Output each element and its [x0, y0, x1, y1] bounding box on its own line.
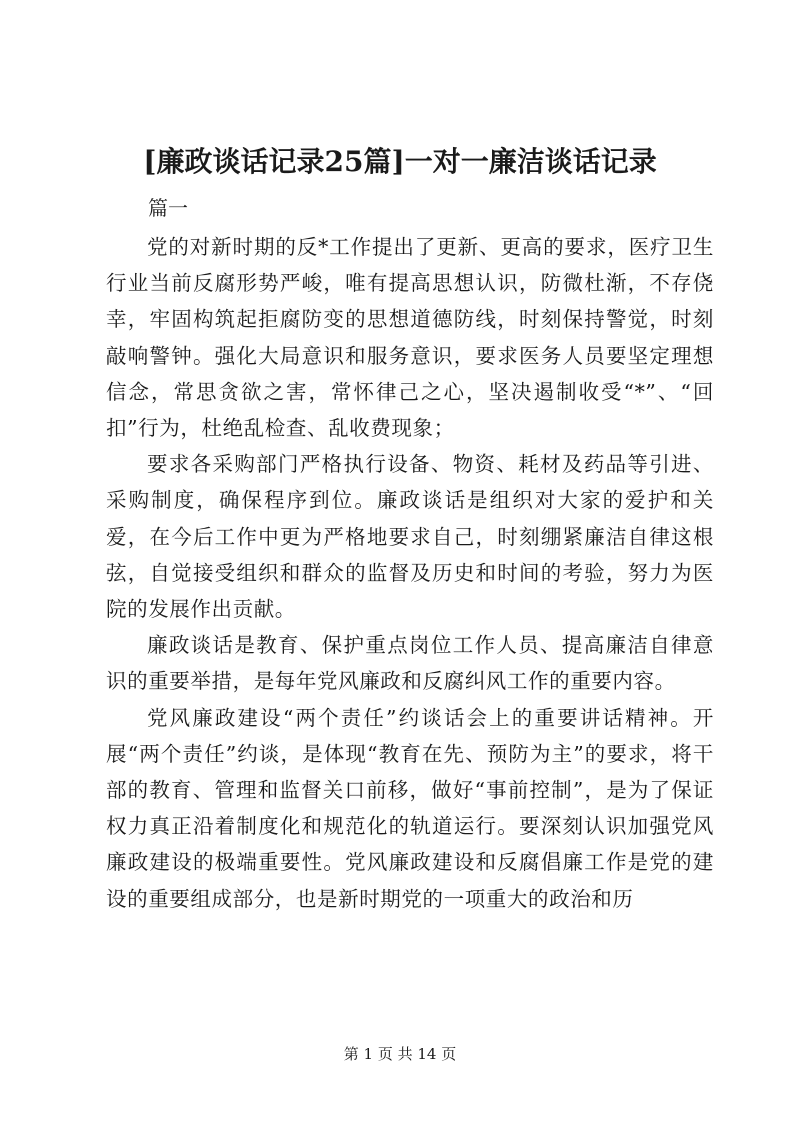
section-label: 篇一 — [148, 196, 188, 220]
paragraph: 廉政谈话是教育、保护重点岗位工作人员、提高廉洁自律意识的重要举措，是每年党风廉政和反腐纠风工作的重要内容。 — [106, 633, 714, 694]
paragraph: 党的对新时期的反*工作提出了更新、更高的要求，医疗卫生行业当前反腐形势严峻，唯有提高思想认识，防微杜渐，不存侥幸，牢固构筑起拒腐防变的思想道德防线，时刻保持警觉，时刻敲响警钟。强化大局意识和服务意识，要求医务人员要坚定理想信念，常思贪欲之害，常怀律己之心，坚决遏制收受“*”、“回扣”行为，杜绝乱检查、乱收费现象； — [106, 235, 714, 441]
paragraph: 要求各采购部门严格执行设备、物资、耗材及药品等引进、采购制度，确保程序到位。廉政谈话是组织对大家的爱护和关爱，在今后工作中更为严格地要求自己，时刻绷紧廉洁自律这根弦，自觉接受组织和群众的监督及历史和时间的考验，努力为医院的发展作出贡献。 — [106, 452, 714, 622]
document-body — [106, 229, 714, 917]
document-title: [廉政谈话记录25篇]一对一廉洁谈话记录 — [143, 145, 657, 178]
paragraph: 党风廉政建设“两个责任”约谈话会上的重要讲话精神。开展“两个责任”约谈，是体现“教育在先、预防为主”的要求，将干部的教育、管理和监督关口前移，做好“事前控制”，是为了保证权力真正沿着制度化和规范化的轨道运行。要深刻认识加强党风廉政建设的极端重要性。党风廉政建设和反腐倡廉工作是党的建设的重要组成部分，也是新时期党的一项重大的政治和历 — [106, 705, 714, 911]
page-footer: 第 1 页 共 14 页 — [343, 1045, 457, 1063]
